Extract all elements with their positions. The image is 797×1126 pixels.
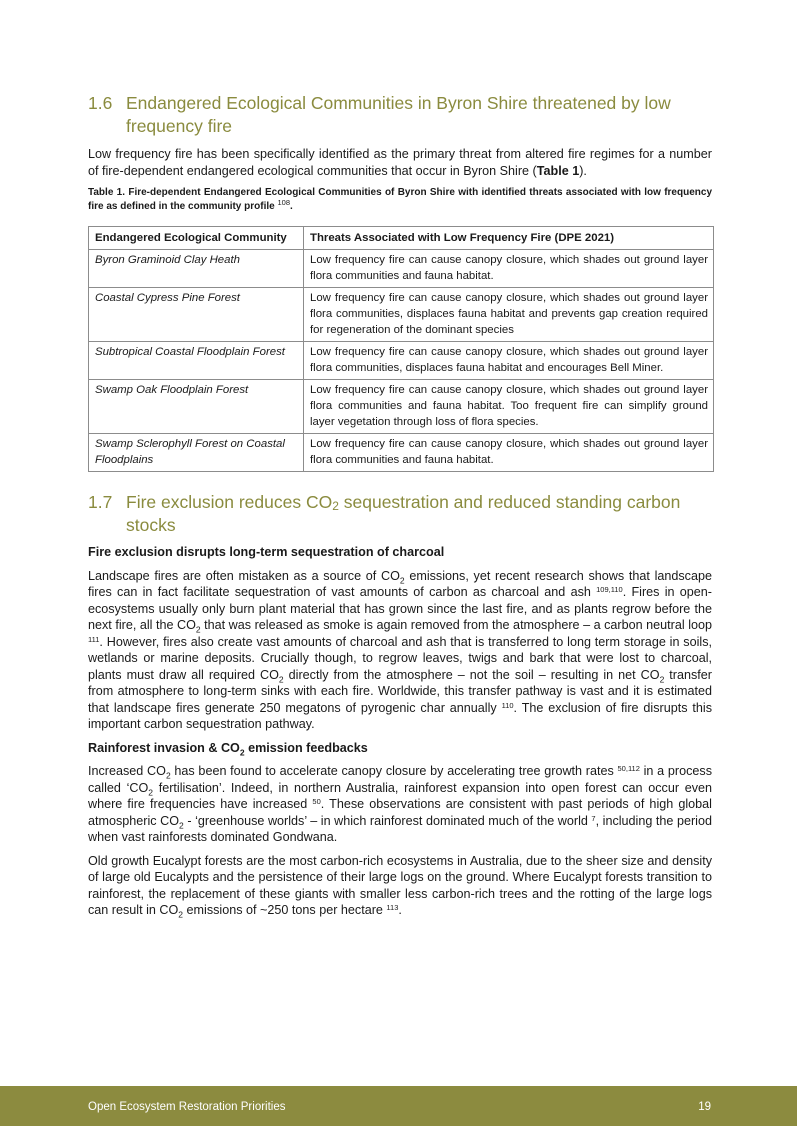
community-cell: Byron Graminoid Clay Heath [89, 250, 304, 288]
section-heading-1-6 [88, 92, 712, 138]
paragraph-charcoal: Landscape fires are often mistaken as a source of $CO_2$ emissions, yet recent research shows that landscape fires can in fact facilitate sequestration of vast amounts of carbon as charcoal and ash $^{109,110}$. Fires in open-ecosystems usually only burn plant material that has grown since the last fire, and as plants regrow before the next fire, all the $CO_2$ that was released as smoke is again removed from the atmosphere – a carbon neutral loop $^{111}$. However, fires also create vast amounts of charcoal and ash that is transferred to long term storage in soils, wetlands or marine deposits. Crucially though, to regrow leaves, twigs and bark that were lost to charcoal, plants must draw all required $CO_2$ directly from the atmosphere – not the soil – resulting in net $CO_2$ transfer from atmosphere to long-term sinks with each fire. Worldwide, this transfer pathway is vast and it is estimated that landscape fires generate 250 megatons of pyrogenic char annually $^{110}$. The exclusion of fire disrupts this important carbon sequestration pathway. [88, 568, 712, 731]
intro-paragraph: Low frequency fire has been specifically identified as the primary threat from altered fire regimes for a number of fire-dependent endangered ecological communities that occur in Byron Shire (Table 1). [88, 147, 712, 178]
threat-cell: Low frequency fire can cause canopy closure, which shades out ground layer flora communities, displaces fauna habitat and encourages Bell Miner. [304, 342, 714, 380]
citation: 7 [591, 813, 596, 823]
table-row [89, 288, 714, 342]
community-cell: Swamp Sclerophyll Forest on Coastal Floodplains [89, 434, 304, 472]
table-row [89, 342, 714, 380]
paragraph-rainforest: Increased $CO_2$ has been found to accelerate canopy closure by accelerating tree growth rates $^{50,112}$ in a process called ‘$CO_2$ fertilisation’. Indeed, in northern Australia, rainforest expansion into open forest can occur even where fire frequencies have increased $^{50}$. These observations are consistent with past periods of high global atmospheric $CO_2$ - ‘greenhouse worlds’ – in which rainforest dominated much of the world $^7$, including the period when vast rainforests dominated Gondwana. [88, 764, 712, 844]
citation: 111 [88, 634, 100, 644]
table-row [89, 250, 714, 288]
citation: 108 [277, 198, 290, 207]
table-row [89, 434, 714, 472]
section-title: Endangered Ecological Communities in Byron Shire threatened by low frequency fire [126, 93, 671, 136]
table-reference: Table 1 [536, 163, 580, 178]
citation: 50,112 [617, 764, 640, 773]
community-cell: Subtropical Coastal Floodplain Forest [89, 342, 304, 380]
threat-cell: Low frequency fire can cause canopy closure, which shades out ground layer flora communities and fauna habitat. Too frequent fire can simplify ground layer vegetation through loss of flora species. [304, 380, 714, 434]
threat-cell: Low frequency fire can cause canopy closure, which shades out ground layer flora communities and fauna habitat. [304, 434, 714, 472]
footer-title: Open Ecosystem Restoration Priorities [88, 1101, 286, 1113]
page-number: 19 [698, 1101, 711, 1113]
column-header: Threats Associated with Low Frequency Fire (DPE 2021) [304, 227, 714, 250]
threat-cell: Low frequency fire can cause canopy closure, which shades out ground layer flora communities, displaces fauna habitat and prevents gap creation required for regeneration of the dominant species [304, 288, 714, 342]
threat-cell: Low frequency fire can cause canopy closure, which shades out ground layer flora communities and fauna habitat. [304, 250, 714, 288]
subheading-charcoal: Fire exclusion disrupts long-term sequestration of charcoal [88, 545, 445, 559]
table-caption: Table 1. Fire-dependent Endangered Ecological Communities of Byron Shire with identified threats associated with low frequency fire as defined in the community profile $^{108}$. [88, 187, 712, 212]
subheading-rainforest: Rainforest invasion & $CO_2$ emission feedbacks [88, 740, 368, 758]
community-cell: Swamp Oak Floodplain Forest [89, 380, 304, 434]
table-row [89, 380, 714, 434]
citation: 110 [501, 700, 514, 710]
section-heading-1-7: 1.7 Fire exclusion reduces $CO_2$ sequestration and reduced standing carbon stocks [88, 492, 681, 535]
section-number: 1.6 [88, 93, 113, 113]
citation: 109,110 [596, 585, 623, 594]
community-cell: Coastal Cypress Pine Forest [89, 288, 304, 342]
column-header: Endangered Ecological Community [89, 227, 304, 250]
section-number: 1.7 [88, 492, 113, 512]
paragraph-eucalypt: Old growth Eucalypt forests are the most carbon-rich ecosystems in Australia, due to the sheer size and density of large old Eucalypts and the persistence of their large logs on the ground. Where Eucalypt forests transition to rainforest, the replacement of these giants with smaller less carbon-rich trees and the rotting of the large logs can result in $CO_2$ emissions of ~250 tons per hectare $^{113}$. [88, 853, 712, 920]
eec-threats-table [88, 226, 714, 472]
page-content [88, 92, 712, 919]
page-footer [0, 1086, 797, 1126]
table-header-row [89, 227, 714, 250]
citation: 113 [386, 903, 399, 912]
citation: 50 [312, 797, 321, 806]
